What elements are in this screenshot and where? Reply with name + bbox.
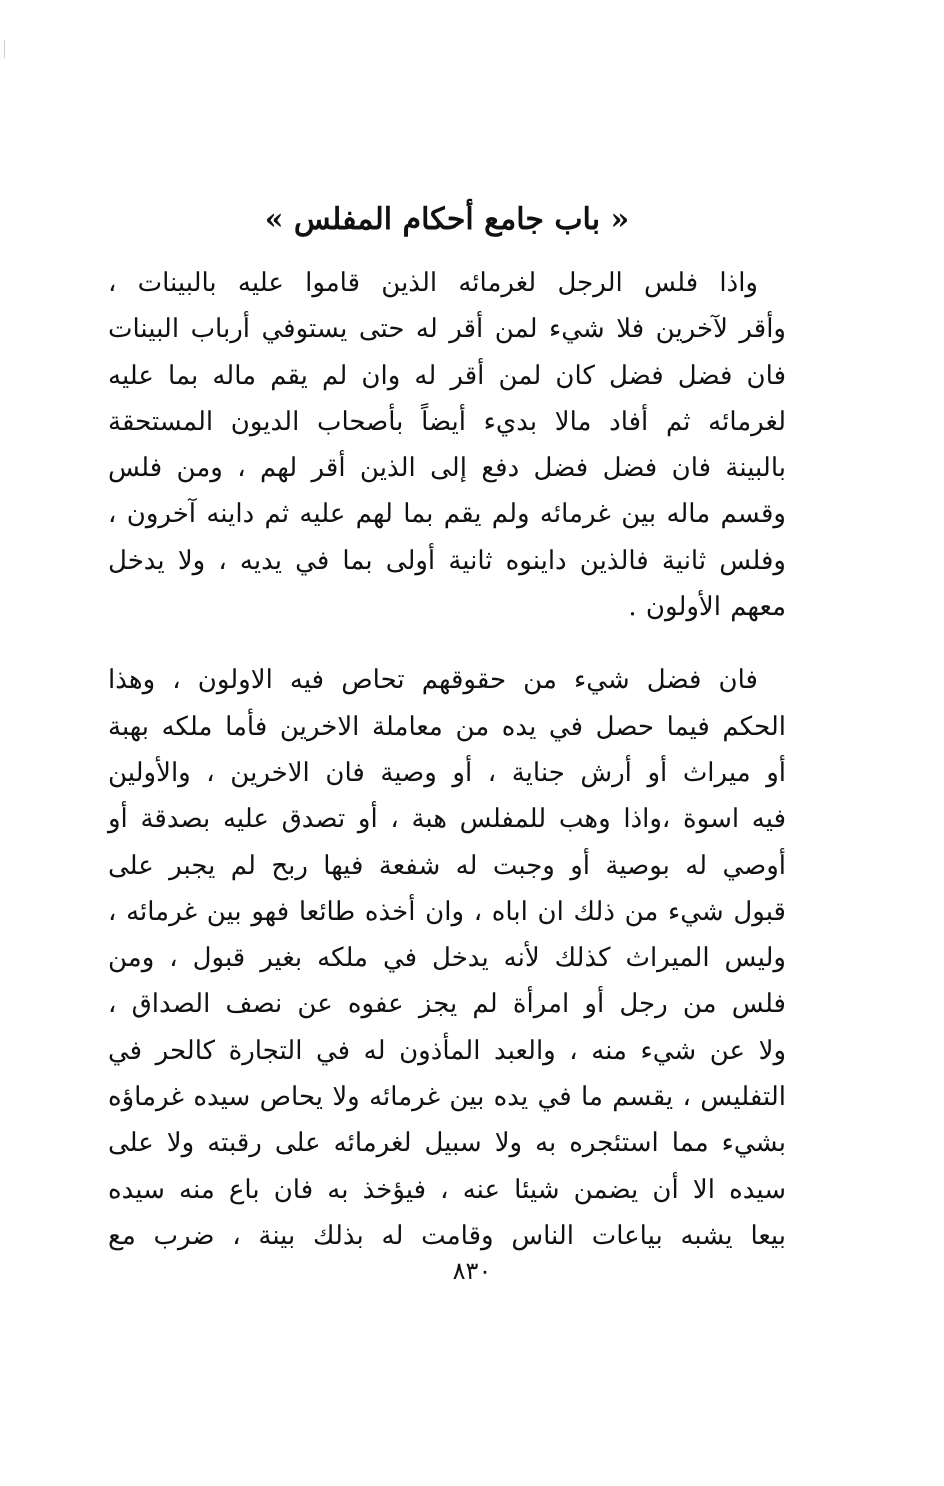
text-line: الحكم فيما حصل في يده من معاملة الاخرين فأما ملكه بهبة — [108, 711, 786, 742]
chapter-title: « باب جامع أحكام المفلس » — [264, 202, 630, 237]
scan-edge-mark — [4, 40, 5, 58]
text-line: التفليس ، يقسم ما في يده بين غرمائه ولا يحاص سيده غرماؤه — [108, 1082, 786, 1113]
text-line: وأقر لآخرين فلا شيء لمن أقر له حتى يستوفي أرباب البينات — [108, 314, 786, 345]
text-line: قبول شيء من ذلك ان اباه ، وان أخذه طائعا فهو بين غرمائه ، — [108, 896, 786, 927]
text-line: بيعا يشبه بياعات الناس وقامت له بذلك بينة ، ضرب مع — [108, 1220, 786, 1251]
book-page — [108, 190, 786, 1259]
text-line: لغرمائه ثم أفاد مالا بديء أيضاً بأصحاب الديون المستحقة — [108, 406, 786, 437]
text-line: أوصي له بوصية أو وجبت له شفعة فيها ربح لم يجبر على — [108, 850, 786, 881]
text-line: بشيء مما استئجره به ولا سبيل لغرمائه على رقبته ولا على — [108, 1128, 786, 1159]
text-line: أو ميراث أو أرش جناية ، أو وصية فان الاخرين ، والأولين — [108, 757, 786, 788]
text-line: فان فضل شيء من حقوقهم تحاص فيه الاولون ، وهذا — [108, 665, 758, 696]
text-line: واذا فلس الرجل لغرمائه الذين قاموا عليه بالبينات ، — [108, 268, 758, 298]
text-line: معهم الأولون . — [628, 592, 786, 623]
text-line: وفلس ثانية فالذين داينوه ثانية أولى بما في يديه ، ولا يدخل — [108, 545, 786, 576]
text-line: بالبينة فان فضل فضل دفع إلى الذين أقر لهم ، ومن فلس — [108, 453, 786, 484]
text-line: فان فضل فضل كان لمن أقر له وان لم يقم ماله بما عليه — [108, 360, 786, 391]
paragraph-2 — [108, 657, 786, 1259]
page-number: ٨٣٠ — [452, 1257, 492, 1285]
text-line: سيده الا أن يضمن شيئا عنه ، فيؤخذ به فان باع منه سيده — [108, 1174, 786, 1205]
text-line: فيه اسوة ،واذا وهب للمفلس هبة ، أو تصدق عليه بصدقة أو — [108, 804, 786, 835]
text-line: وليس الميراث كذلك لأنه يدخل في ملكه بغير قبول ، ومن — [108, 943, 786, 974]
paragraph-1 — [108, 260, 786, 630]
text-line: وقسم ماله بين غرمائه ولم يقم بما لهم عليه ثم داينه آخرون ، — [108, 499, 786, 530]
text-line: ولا عن شيء منه ، والعبد المأذون له في التجارة كالحر في — [108, 1035, 786, 1066]
text-line: فلس من رجل أو امرأة لم يجز عفوه عن نصف الصداق ، — [108, 989, 786, 1020]
